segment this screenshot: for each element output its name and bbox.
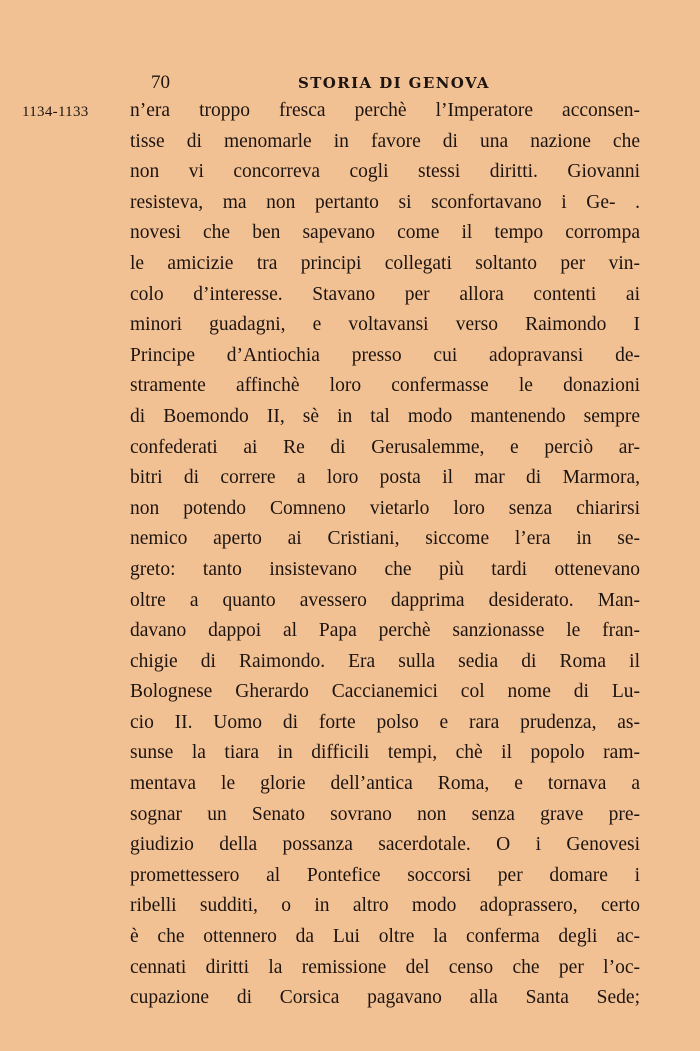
text-line: n’era troppo fresca perchè l’Imperatore acconsen- [130, 100, 640, 121]
body-text [130, 96, 640, 1014]
text-line: Principe d’Antiochia presso cui adopravansi de- [130, 344, 640, 366]
text-line: greto: tanto insistevano che più tardi ottenevano [130, 558, 640, 580]
text-line: minori guadagni, e voltavansi verso Raimondo I [130, 314, 640, 336]
text-line: è che ottennero da Lui oltre la conferma degli ac- [130, 926, 640, 948]
text-line: cennati diritti la remissione del censo che per l’oc- [130, 956, 640, 978]
text-line: sunse la tiara in difficili tempi, chè il popolo ram- [130, 742, 640, 764]
text-line: bitri di correre a loro posta il mar di Marmora, [130, 467, 640, 489]
text-line: le amicizie tra principi collegati soltanto per vin- [130, 252, 640, 274]
text-line: sognar un Senato sovrano non senza grave pre- [130, 803, 640, 825]
text-line: colo d’interesse. Stavano per allora contenti ai [130, 283, 640, 305]
text-line: di Boemondo II, sè in tal modo mantenendo sempre [130, 405, 640, 427]
text-line: stramente affinchè loro confermasse le donazioni [130, 375, 640, 397]
text-line: mentava le glorie dell’antica Roma, e tornava a [130, 773, 640, 795]
text-line: Bolognese Gherardo Caccianemici col nome di Lu- [130, 681, 640, 703]
text-line: cupazione di Corsica pagavano alla Santa Sede; [130, 987, 640, 1009]
running-head [0, 72, 700, 96]
text-line: ribelli sudditi, o in altro modo adoprassero, certo [130, 895, 640, 917]
text-line: non vi concorreva cogli stessi diritti. Giovanni [130, 161, 640, 183]
page-number: 70 [151, 72, 170, 93]
text-line: chigie di Raimondo. Era sulla sedia di Roma il [130, 650, 640, 672]
text-line: resisteva, ma non pertanto si sconfortavano i Ge- . [130, 191, 640, 213]
date-marginal-note: 1134-1133 [22, 104, 89, 120]
text-line: cio II. Uomo di forte polso e rara prudenza, as- [130, 711, 640, 733]
text-line: giudizio della possanza sacerdotale. O i Genovesi [130, 834, 640, 856]
text-line: non potendo Comneno vietarlo loro senza chiarirsi [130, 497, 640, 519]
text-line: confederati ai Re di Gerusalemme, e perciò ar- [130, 436, 640, 458]
text-line: nemico aperto ai Cristiani, siccome l’era in se- [130, 528, 640, 550]
text-line: novesi che ben sapevano come il tempo corrompa [130, 222, 640, 244]
text-line: davano dappoi al Papa perchè sanzionasse le fran- [130, 620, 640, 642]
running-title: STORIA DI GENOVA [298, 74, 490, 92]
text-line: oltre a quanto avessero dapprima desiderato. Man- [130, 589, 640, 611]
text-line: promettessero al Pontefice soccorsi per domare i [130, 864, 640, 886]
text-line: tisse di menomarle in favore di una nazione che [130, 130, 640, 152]
